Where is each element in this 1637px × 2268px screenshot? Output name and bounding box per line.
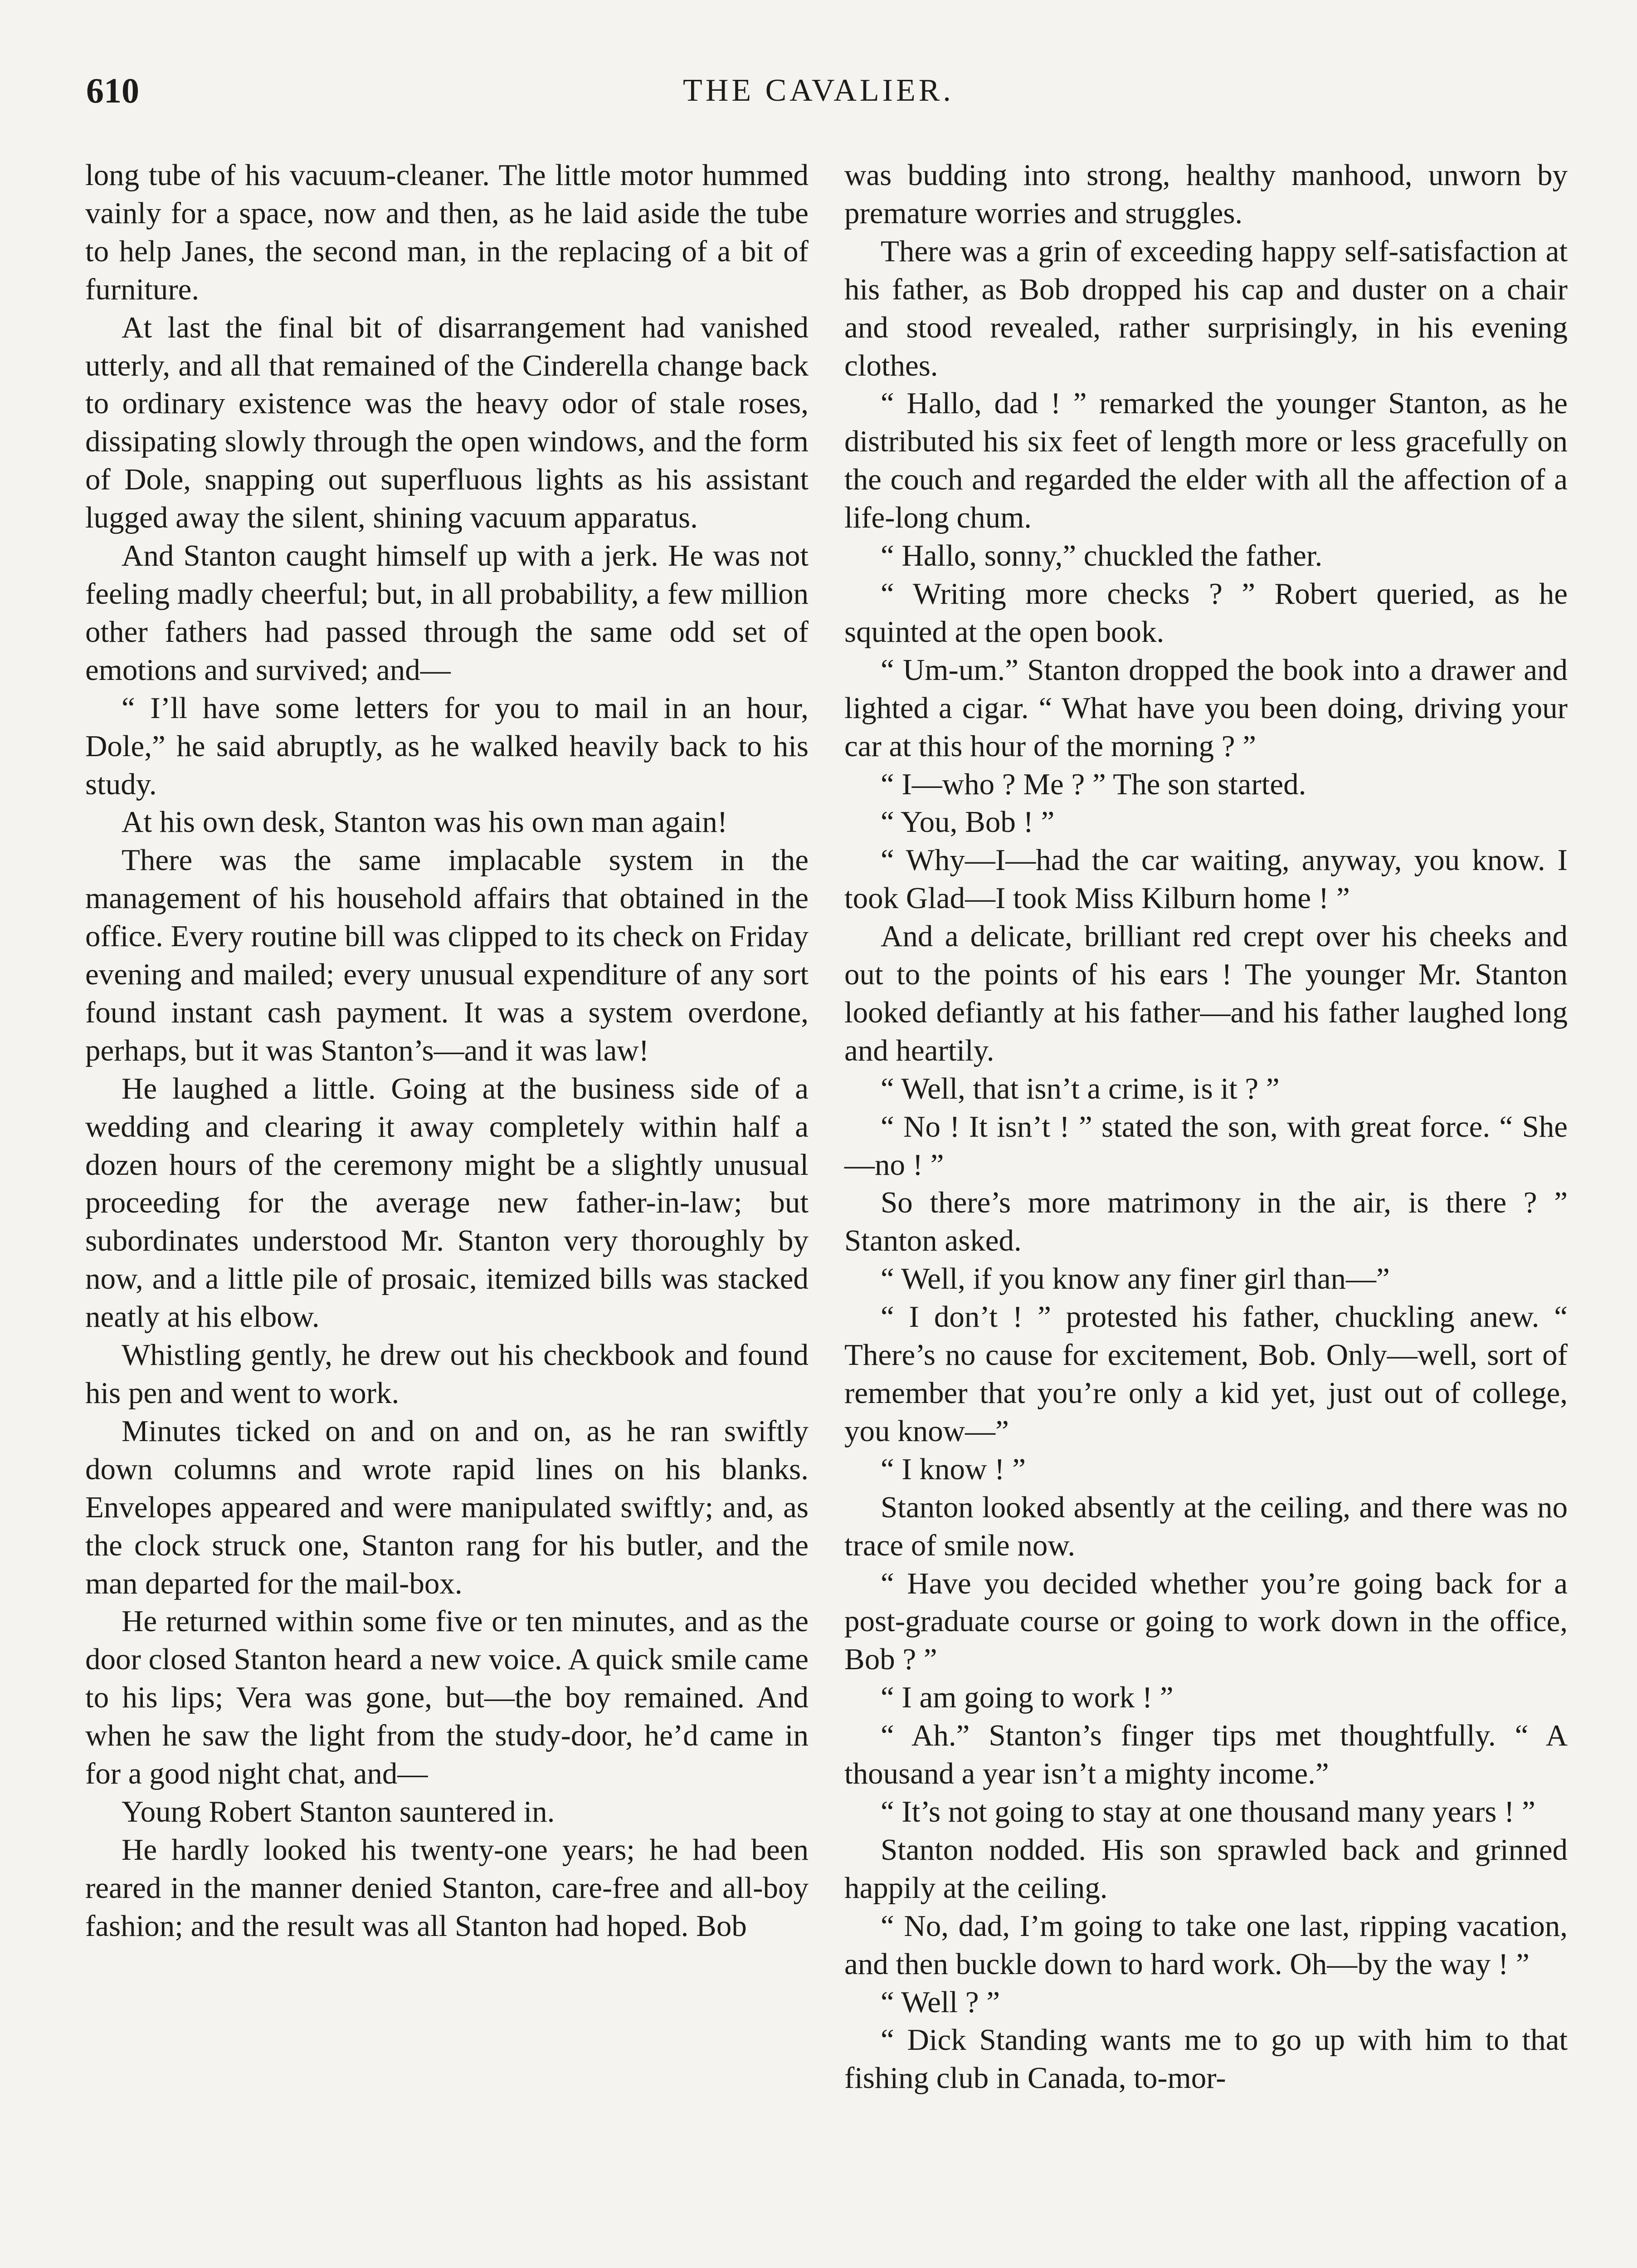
paragraph: “ I’ll have some letters for you to mail in an hour, Dole,” he said abruptly, as he walked heavily back to his study.	[85, 691, 809, 801]
left-column	[85, 156, 809, 1945]
paragraph: There was a grin of exceeding happy self-satisfaction at his father, as Bob dropped his cap and duster on a chair and stood revealed, rather surprisingly, in his evening clothes.	[844, 234, 1568, 382]
paragraph: “ No ! It isn’t ! ” stated the son, with great force. “ She—no ! ”	[844, 1110, 1568, 1182]
right-column	[844, 156, 1568, 2097]
page-number: 610	[86, 71, 139, 110]
paragraph: Minutes ticked on and on and on, as he ran swiftly down columns and wrote rapid lines on his blanks. Envelopes appeared and were manipulated swiftly; and, as the clock struck one, Stanton rang for his butler, and the man departed for the mail-box.	[85, 1414, 809, 1600]
paragraph: “ No, dad, I’m going to take one last, ripping vacation, and then buckle down to hard work. Oh—by the way ! ”	[844, 1909, 1568, 1981]
paragraph: “ I know ! ”	[881, 1452, 1026, 1486]
paragraph: “ I don’t ! ” protested his father, chuckling anew. “ There’s no cause for excitement, Bob. Only—well, sort of remember that you’re only a kid yet, just out of college, you know—”	[844, 1300, 1568, 1448]
paragraph: “ Hallo, dad ! ” remarked the younger Stanton, as he distributed his six feet of length more or less gracefully on the couch and regarded the elder with all the affection of a life-long chum.	[844, 386, 1568, 535]
paragraph: And Stanton caught himself up with a jerk. He was not feeling madly cheerful; but, in all probability, a few million other fathers had passed through the same odd set of emotions and survived; and—	[85, 539, 809, 687]
paragraph: At his own desk, Stanton was his own man again!	[122, 805, 728, 839]
paragraph: At last the final bit of disarrangement had vanished utterly, and all that remained of the Cinderella change back to ordinary existence was the heavy odor of stale roses, dissipating slowly through the open windows, and the form of Dole, snapping out superfluous lights as his assistant lugged away the silent, shining vacuum apparatus.	[85, 310, 809, 535]
paragraph: “ Writing more checks ? ” Robert queried, as he squinted at the open book.	[844, 577, 1568, 649]
paragraph: “ Dick Standing wants me to go up with him to that fishing club in Canada, to-mor-	[844, 2023, 1568, 2095]
paragraph: “ It’s not going to stay at one thousand many years ! ”	[881, 1794, 1535, 1828]
paragraph: Whistling gently, he drew out his checkbook and found his pen and went to work.	[85, 1338, 809, 1410]
paragraph: Young Robert Stanton sauntered in.	[122, 1794, 555, 1828]
paragraph: long tube of his vacuum-cleaner. The little motor hummed vainly for a space, now and then, as he laid aside the tube to help Janes, the second man, in the replacing of a bit of furniture.	[85, 158, 809, 306]
paragraph: “ Well, if you know any finer girl than—”	[881, 1262, 1390, 1296]
paragraph: “ Have you decided whether you’re going back for a post-graduate course or going to work down in the office, Bob ? ”	[844, 1566, 1568, 1677]
paragraph: He returned within some five or ten minutes, and as the door closed Stanton heard a new voice. A quick smile came to his lips; Vera was gone, but—the boy remained. And when he saw the light from the study-door, he’d came in for a good night chat, and—	[85, 1604, 809, 1791]
paragraph: “ Hallo, sonny,” chuckled the father.	[881, 539, 1323, 573]
paragraph: He hardly looked his twenty-one years; he had been reared in the manner denied Stanton, care-free and all-boy fashion; and the result was all Stanton had hoped. Bob	[85, 1833, 809, 1943]
running-head: THE CAVALIER.	[683, 73, 954, 108]
paragraph: “ Ah.” Stanton’s finger tips met thoughtfully. “ A thousand a year isn’t a mighty income.”	[844, 1719, 1568, 1791]
paragraph: “ Well, that isn’t a crime, is it ? ”	[881, 1071, 1280, 1105]
paragraph: “ Um-um.” Stanton dropped the book into a drawer and lighted a cigar. “ What have you been doing, driving your car at this hour of the morning ? ”	[844, 653, 1568, 763]
paragraph: was budding into strong, healthy manhood, unworn by premature worries and struggles.	[844, 158, 1568, 230]
page-header	[86, 68, 1551, 113]
paragraph: “ You, Bob ! ”	[881, 805, 1055, 839]
paragraph: “ Why—I—had the car waiting, anyway, you know. I took Glad—I took Miss Kilburn home ! ”	[844, 843, 1568, 915]
paragraph: “ I—who ? Me ? ” The son started.	[881, 767, 1306, 801]
paragraph: So there’s more matrimony in the air, is there ? ” Stanton asked.	[844, 1186, 1568, 1258]
paragraph: And a delicate, brilliant red crept over his cheeks and out to the points of his ears ! The younger Mr. Stanton looked defiantly at his father—and his father laughed long and heartily.	[844, 919, 1568, 1067]
paragraph: He laughed a little. Going at the business side of a wedding and clearing it away completely within half a dozen hours of the ceremony might be a slightly unusual proceeding for the average new father-in-law; but subordinates understood Mr. Stanton very thoroughly by now, and a little pile of prosaic, itemized bills was stacked neatly at his elbow.	[85, 1071, 809, 1334]
paragraph: There was the same implacable system in the management of his household affairs that obtained in the office. Every routine bill was clipped to its check on Friday evening and mailed; every unusual expenditure of any sort found instant cash payment. It was a system overdone, perhaps, but it was Stanton’s—and it was law!	[85, 843, 809, 1067]
paragraph: “ Well ? ”	[881, 1985, 1000, 2019]
paragraph: “ I am going to work ! ”	[881, 1681, 1174, 1715]
paragraph: Stanton nodded. His son sprawled back and grinned happily at the ceiling.	[844, 1833, 1568, 1905]
paragraph: Stanton looked absently at the ceiling, and there was no trace of smile now.	[844, 1490, 1568, 1562]
